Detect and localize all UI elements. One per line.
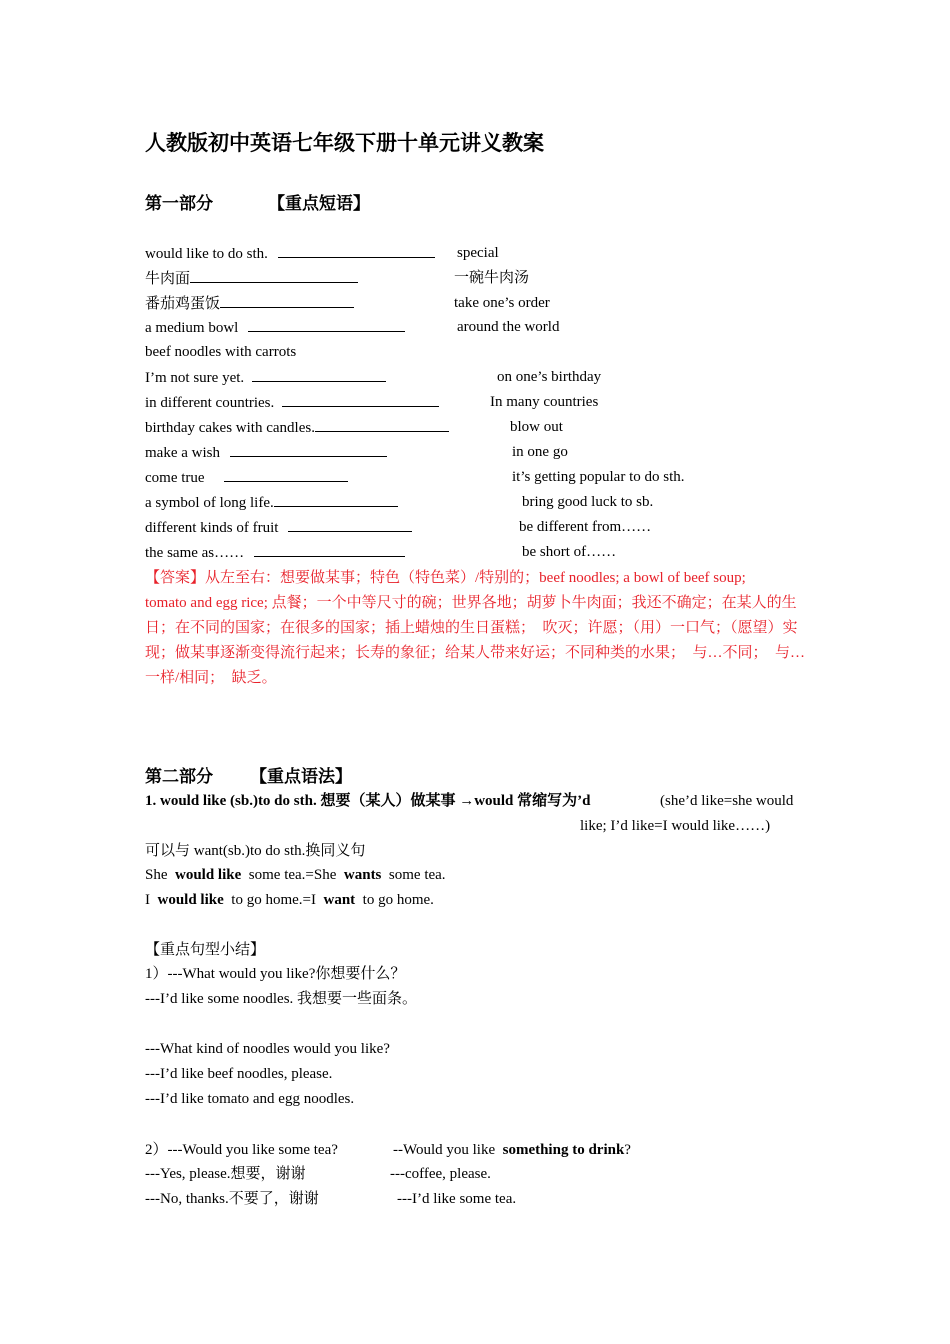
phrase-left-1: would like to do sth. xyxy=(145,243,435,264)
phrase-left-8: birthday cakes with candles. xyxy=(145,417,449,438)
example-sentence-2: I would like to go home.=I want to go home. xyxy=(145,892,434,908)
dialog-2-right-answer-2: ---I’d like some tea. xyxy=(397,1191,517,1207)
summary-title: 【重点句型小结】 xyxy=(145,942,266,958)
phrase-right-8: in one go xyxy=(512,444,568,460)
dialog-1-line-2: ---I’d like some noodles. 我想要一些面条。 xyxy=(145,991,418,1007)
phrase-left-2: 牛肉面 xyxy=(145,268,358,289)
phrase-left-11: a symbol of long life. xyxy=(145,492,398,513)
answer-blank xyxy=(254,542,405,557)
phrase-right-7: blow out xyxy=(510,419,563,435)
phrase-right-2: 一碗牛肉汤 xyxy=(454,270,530,286)
phrase-right-1: special xyxy=(457,245,499,261)
answer-line-2: tomato and egg rice; 点餐；一个中等尺寸的碗；世界各地；胡萝卜牛肉面；我还不确定；在某人的生日；在不同的国家；在很多的国家；插上蜡烛的生日蛋糕； 吹灭；许愿；（用）一口气；（愿望）实现；做某事逐渐变得流行起来；长寿的象征；给某人带来好运；不同种类的水果； 与…不同； 与…一样/相同； 缺乏。 xyxy=(145,595,806,686)
phrase-right-4: around the world xyxy=(457,319,560,335)
part1-tag: 【重点短语】 xyxy=(268,194,370,213)
document-title: 人教版初中英语七年级下册十单元讲义教案 xyxy=(145,131,544,155)
answer-blank xyxy=(230,442,387,457)
phrase-right-5: on one’s birthday xyxy=(497,369,602,385)
answer-blank xyxy=(248,317,405,332)
dialog-2-right-question: --Would you like something to drink? xyxy=(393,1142,631,1158)
phrase-right-12: be short of…… xyxy=(522,544,617,560)
answer-blank xyxy=(288,517,412,532)
answer-blank xyxy=(220,293,354,308)
phrase-left-4: a medium bowl xyxy=(145,317,405,338)
answer-block xyxy=(145,566,810,691)
answer-blank xyxy=(315,417,449,432)
phrase-left-13: the same as…… xyxy=(145,542,405,563)
phrase-right-10: bring good luck to sb. xyxy=(522,494,654,510)
answer-blank xyxy=(278,243,435,258)
part1-heading: 第一部分 xyxy=(145,194,213,213)
part2-heading: 第二部分 xyxy=(145,767,213,786)
part2-tag: 【重点语法】 xyxy=(250,767,352,786)
dialog-1-line-1: 1）---What would you like?你想要什么？ xyxy=(145,966,406,982)
grammar-rule-1-note-1: (she’d like=she would xyxy=(660,793,794,809)
example-sentence-1: She would like some tea.=She wants some tea. xyxy=(145,867,446,883)
answer-blank xyxy=(282,392,439,407)
dialog-1-line-3: ---What kind of noodles would you like? xyxy=(145,1041,390,1057)
answer-blank xyxy=(190,268,358,283)
equivalent-note: 可以与 want(sb.)to do sth.换同义句 xyxy=(145,843,366,859)
answer-blank xyxy=(274,492,398,507)
dialog-2-left-line-1: 2）---Would you like some tea? xyxy=(145,1142,338,1158)
dialog-1-line-4: ---I’d like beef noodles, please. xyxy=(145,1066,333,1082)
phrase-right-11: be different from…… xyxy=(519,519,652,535)
answer-line-1: 【答案】从左至右：想要做某事；特色（特色菜）/特别的；beef noodles; a bowl of beef soup; xyxy=(145,570,746,586)
phrase-left-6: I’m not sure yet. xyxy=(145,367,386,388)
dialog-2-right-answer-1: ---coffee, please. xyxy=(390,1166,491,1182)
answer-blank xyxy=(224,467,348,482)
dialog-2-left-line-3: ---No, thanks.不要了，谢谢 xyxy=(145,1191,319,1207)
phrase-right-9: it’s getting popular to do sth. xyxy=(512,469,685,485)
phrase-left-9: make a wish xyxy=(145,442,387,463)
dialog-2-left-line-2: ---Yes, please.想要，谢谢 xyxy=(145,1166,306,1182)
phrase-left-7: in different countries. xyxy=(145,392,439,413)
grammar-rule-1: 1. would like (sb.)to do sth. 想要（某人）做某事 →would 常缩写为’d xyxy=(145,793,591,809)
phrase-right-3: take one’s order xyxy=(454,295,550,311)
answer-blank xyxy=(252,367,386,382)
phrase-left-10: come true xyxy=(145,467,348,488)
phrase-left-12: different kinds of fruit xyxy=(145,517,412,538)
grammar-rule-1-note-2: like; I’d like=I would like……) xyxy=(580,818,771,834)
phrase-left-3: 番茄鸡蛋饭 xyxy=(145,293,354,314)
phrase-left-5: beef noodles with carrots xyxy=(145,344,297,360)
dialog-1-line-5: ---I’d like tomato and egg noodles. xyxy=(145,1091,355,1107)
phrase-right-6: In many countries xyxy=(490,394,599,410)
